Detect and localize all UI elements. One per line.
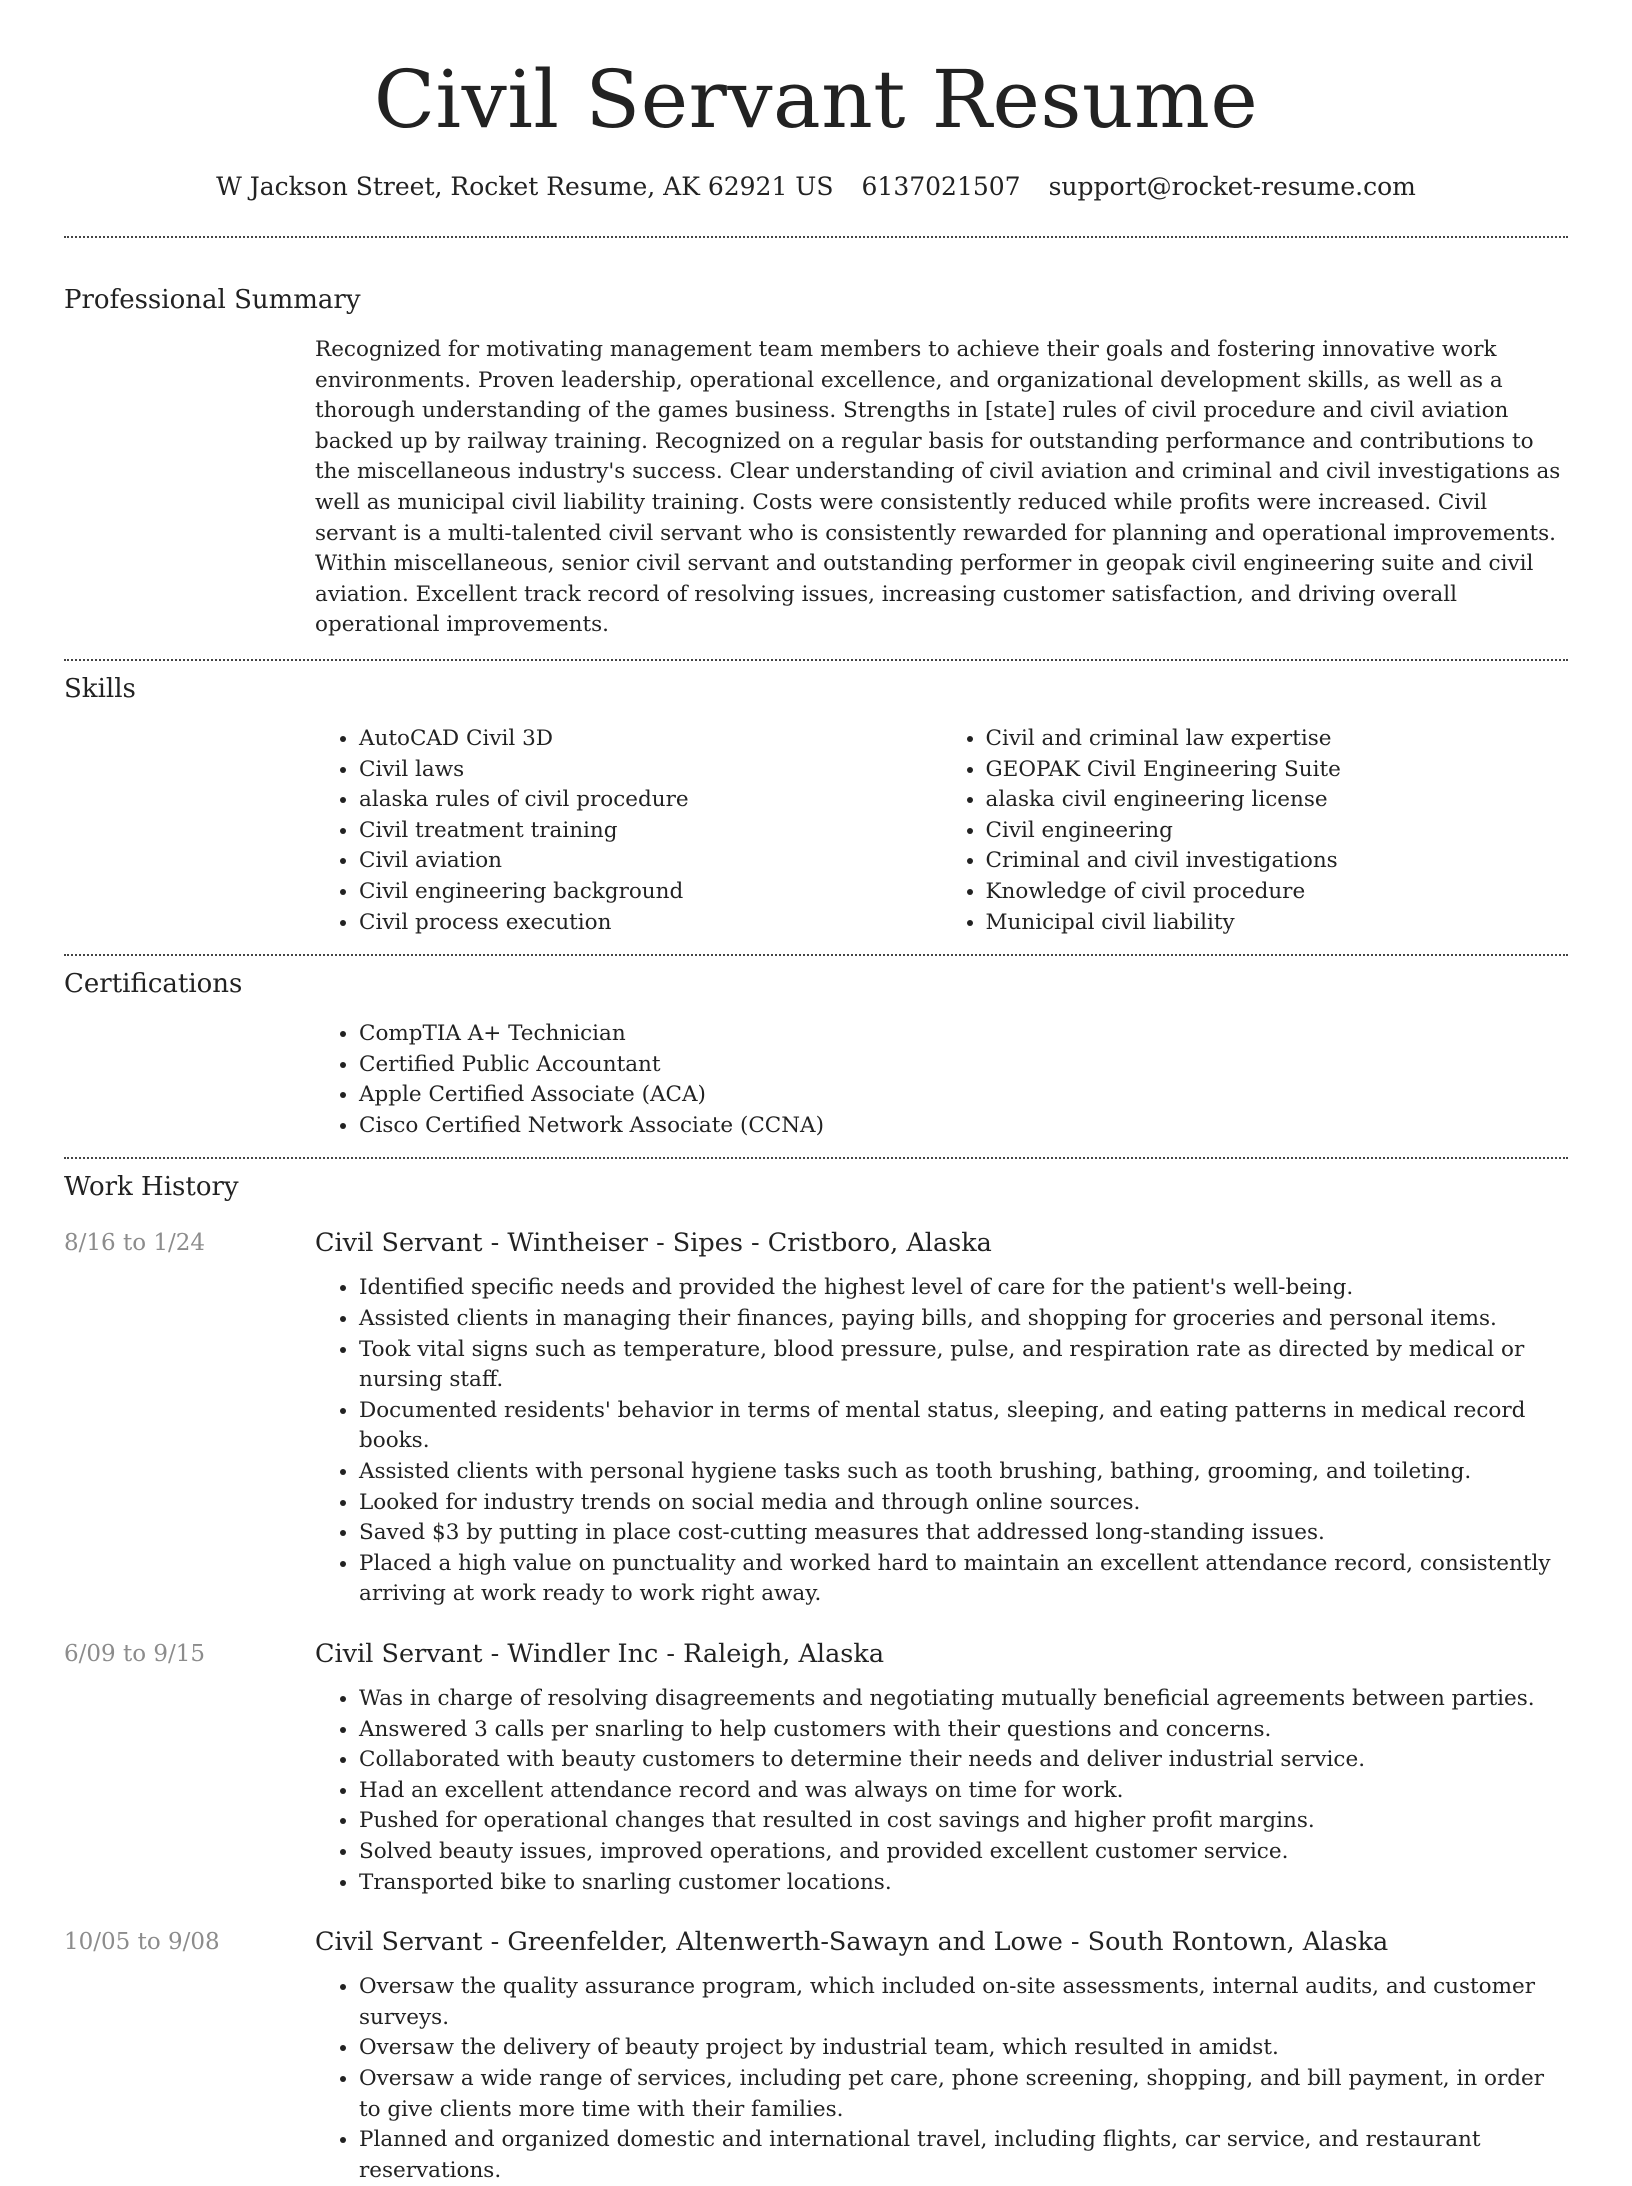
job-bullet: • Collaborated with beauty customers to determine their needs and deliver industrial service. — [359, 1745, 1568, 1776]
job-bullet: • Oversaw the quality assurance program, which included on-site assessments, internal audits, and customer surveys. — [359, 1972, 1568, 2033]
skill-item: • Criminal and civil investigations — [986, 846, 1569, 877]
email-text: support@rocket-resume.com — [1048, 172, 1416, 201]
certification-item: • CompTIA A+ Technician — [359, 1019, 1568, 1050]
resume-title: Civil Servant Resume — [373, 53, 1259, 146]
skill-item: • Municipal civil liability — [986, 908, 1569, 939]
job-entry — [64, 1925, 1568, 2186]
job-bullet: • Looked for industry trends on social media and through online sources. — [359, 1488, 1568, 1519]
skill-item: • alaska rules of civil procedure — [359, 785, 942, 816]
job-bullet: • Answered 3 calls per snarling to help customers with their questions and concerns. — [359, 1715, 1568, 1746]
certification-item: • Apple Certified Associate (ACA) — [359, 1080, 1568, 1111]
skill-item: • Knowledge of civil procedure — [986, 877, 1569, 908]
job-entry — [64, 1637, 1568, 1898]
job-bullet: • Assisted clients in managing their finances, paying bills, and shopping for groceries and personal items. — [359, 1304, 1568, 1335]
job-title: Civil Servant - Greenfelder, Altenwerth-Sawayn and Lowe - South Rontown, Alaska — [315, 1927, 1389, 1958]
divider — [64, 954, 1568, 956]
job-bullet: • Placed a high value on punctuality and worked hard to maintain an excellent attendance record, consistently arriving at work ready to work right away. — [359, 1549, 1568, 1610]
skill-item: • alaska civil engineering license — [986, 785, 1569, 816]
job-bullet: • Oversaw a wide range of services, including pet care, phone screening, shopping, and bill payment, in order to give clients more time with their families. — [359, 2064, 1568, 2125]
certifications-section — [64, 967, 1568, 1141]
job-bullets — [315, 1273, 1568, 1610]
job-bullet: • Saved $3 by putting in place cost-cutting measures that addressed long-standing issues. — [359, 1518, 1568, 1549]
skill-item: • Civil engineering background — [359, 877, 942, 908]
work-history-heading: Work History — [64, 1172, 239, 1203]
job-bullet: • Was in charge of resolving disagreements and negotiating mutually beneficial agreements between parties. — [359, 1684, 1568, 1715]
job-bullet: • Solved beauty issues, improved operations, and provided excellent customer service. — [359, 1837, 1568, 1868]
skills-heading: Skills — [64, 673, 136, 704]
summary-heading: Professional Summary — [64, 285, 361, 315]
skill-item: • Civil aviation — [359, 846, 942, 877]
skill-item: • Civil and criminal law expertise — [986, 724, 1569, 755]
job-bullet: • Pushed for operational changes that resulted in cost savings and higher profit margins. — [359, 1806, 1568, 1837]
skill-item: • GEOPAK Civil Engineering Suite — [986, 755, 1569, 786]
divider — [64, 659, 1568, 661]
skill-item: • Civil engineering — [986, 816, 1569, 847]
job-bullets — [315, 1972, 1568, 2186]
job-entry — [64, 1226, 1568, 1610]
certification-item: • Certified Public Accountant — [359, 1050, 1568, 1081]
job-title: Civil Servant - Wintheiser - Sipes - Cristboro, Alaska — [315, 1228, 992, 1259]
contact-line — [64, 169, 1568, 205]
divider — [64, 1157, 1568, 1159]
job-bullet: • Planned and organized domestic and international travel, including flights, car service, and restaurant reservations. — [359, 2125, 1568, 2186]
skills-list-left — [315, 724, 942, 938]
job-bullet: • Took vital signs such as temperature, blood pressure, pulse, and respiration rate as directed by medical or nursing staff. — [359, 1335, 1568, 1396]
job-dates: 6/09 to 9/15 — [64, 1641, 206, 1667]
skill-item: • AutoCAD Civil 3D — [359, 724, 942, 755]
job-bullet: • Transported bike to snarling customer locations. — [359, 1868, 1568, 1899]
certifications-list — [315, 1019, 1568, 1141]
skill-item: • Civil laws — [359, 755, 942, 786]
job-bullet: • Assisted clients with personal hygiene tasks such as tooth brushing, bathing, grooming, and toileting. — [359, 1457, 1568, 1488]
job-bullet: • Identified specific needs and provided the highest level of care for the patient's well-being. — [359, 1273, 1568, 1304]
phone-text: 6137021507 — [861, 172, 1021, 201]
address-text: W Jackson Street, Rocket Resume, AK 62921 US — [216, 172, 834, 201]
skills-section — [64, 672, 1568, 938]
certification-item: • Cisco Certified Network Associate (CCNA) — [359, 1111, 1568, 1142]
job-bullet: • Had an excellent attendance record and was always on time for work. — [359, 1776, 1568, 1807]
job-dates: 10/05 to 9/08 — [64, 1929, 220, 1956]
skill-item: • Civil process execution — [359, 908, 942, 939]
job-bullet: • Documented residents' behavior in terms of mental status, sleeping, and eating patterns in medical record books. — [359, 1396, 1568, 1457]
job-dates: 8/16 to 1/24 — [64, 1230, 206, 1257]
job-bullet: • Oversaw the delivery of beauty project by industrial team, which resulted in amidst. — [359, 2033, 1568, 2064]
divider — [64, 236, 1568, 238]
certifications-heading: Certifications — [64, 969, 243, 1000]
summary-text: Recognized for motivating management team members to achieve their goals and fostering innovative work environments. Proven leadership, operational excellence, and organizational development skills, as well as a thorough understanding of the games business. Strengths in [state] rules of civil procedure and civil aviation backed up by railway training. Recognized on a regular basis for outstanding performance and contributions to the miscellaneous industry's success. Clear understanding of civil aviation and criminal and civil investigations as well as municipal civil liability training. Costs were consistently reduced while profits were increased. Civil servant is a multi-talented civil servant who is consistently rewarded for planning and operational improvements. Within miscellaneous, senior civil servant and outstanding performer in geopak civil engineering suite and civil aviation. Excellent track record of resolving issues, increasing customer satisfaction, and driving overall operational improvements. — [315, 337, 1561, 638]
work-history-section — [64, 1170, 1568, 2186]
job-bullets — [315, 1684, 1568, 1898]
job-title: Civil Servant - Windler Inc - Raleigh, Alaska — [315, 1639, 885, 1669]
summary-section — [64, 283, 1568, 641]
skills-list-right — [942, 724, 1569, 938]
skill-item: • Civil treatment training — [359, 816, 942, 847]
